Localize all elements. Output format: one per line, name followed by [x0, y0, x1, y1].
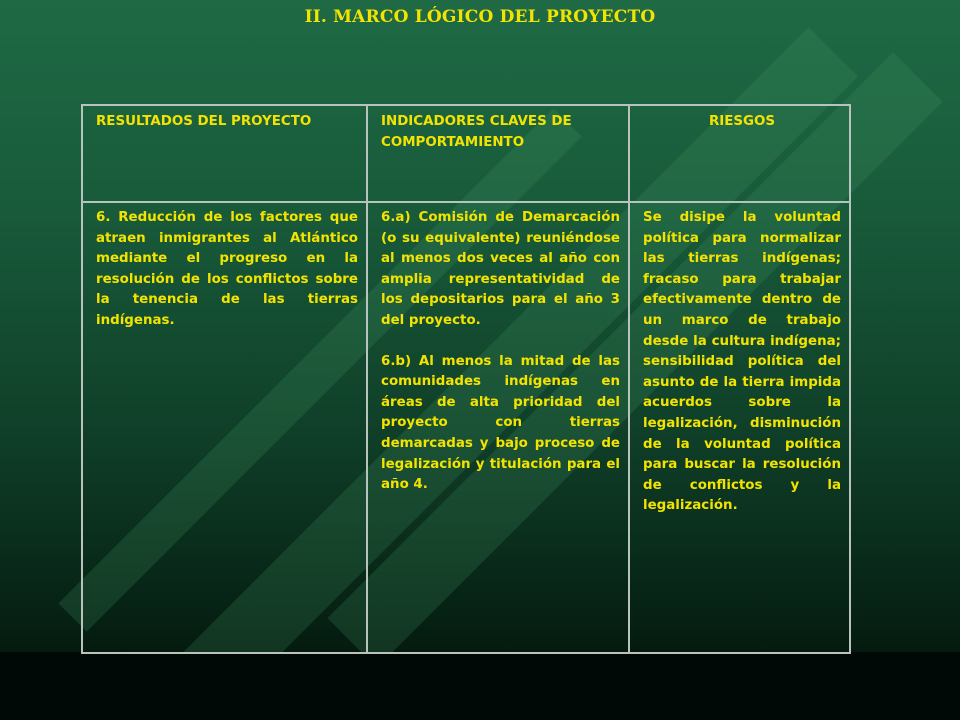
cell-riesgos	[629, 202, 850, 653]
page-title: II. MARCO LÓGICO DEL PROYECTO	[304, 7, 656, 27]
logframe-table	[81, 104, 851, 654]
resultado-text: 6. Reducción de los factores que atraen inmigrantes al Atlántico mediante el progreso en la resolución de los conflictos sobre la tenencia de las tierras indígenas.	[96, 210, 358, 328]
riesgos-text: Se disipe la voluntad política para normalizar las tierras indígenas; fracaso para trabajar efectivamente dentro de un marco de trabajo desde la cultura indígena; sensibilidad política del asunto de la tierra impida acuerdos sobre la legalización, disminución de la voluntad política para buscar la resolución de conflictos y la legalización.	[643, 210, 841, 514]
table-row	[82, 202, 850, 653]
indicador-6b: 6.b) Al menos la mitad de las comunidades indígenas en áreas de alta prioridad del proyecto con tierras demarcadas y bajo proceso de legalización y titulación para el año 4.	[381, 353, 620, 493]
header-riesgos: RIESGOS	[629, 105, 850, 202]
cell-indicadores	[367, 202, 629, 653]
indicador-6a: 6.a) Comisión de Demarcación (o su equivalente) reuniéndose al menos dos veces al año con amplia representatividad de los depositarios para el año 3 del proyecto.	[381, 210, 620, 328]
cell-resultado	[82, 202, 367, 653]
bottom-band	[0, 652, 960, 720]
header-indicadores: INDICADORES CLAVES DE COMPORTAMIENTO	[367, 105, 629, 202]
header-resultados: RESULTADOS DEL PROYECTO	[82, 105, 367, 202]
table-header-row	[82, 105, 850, 202]
